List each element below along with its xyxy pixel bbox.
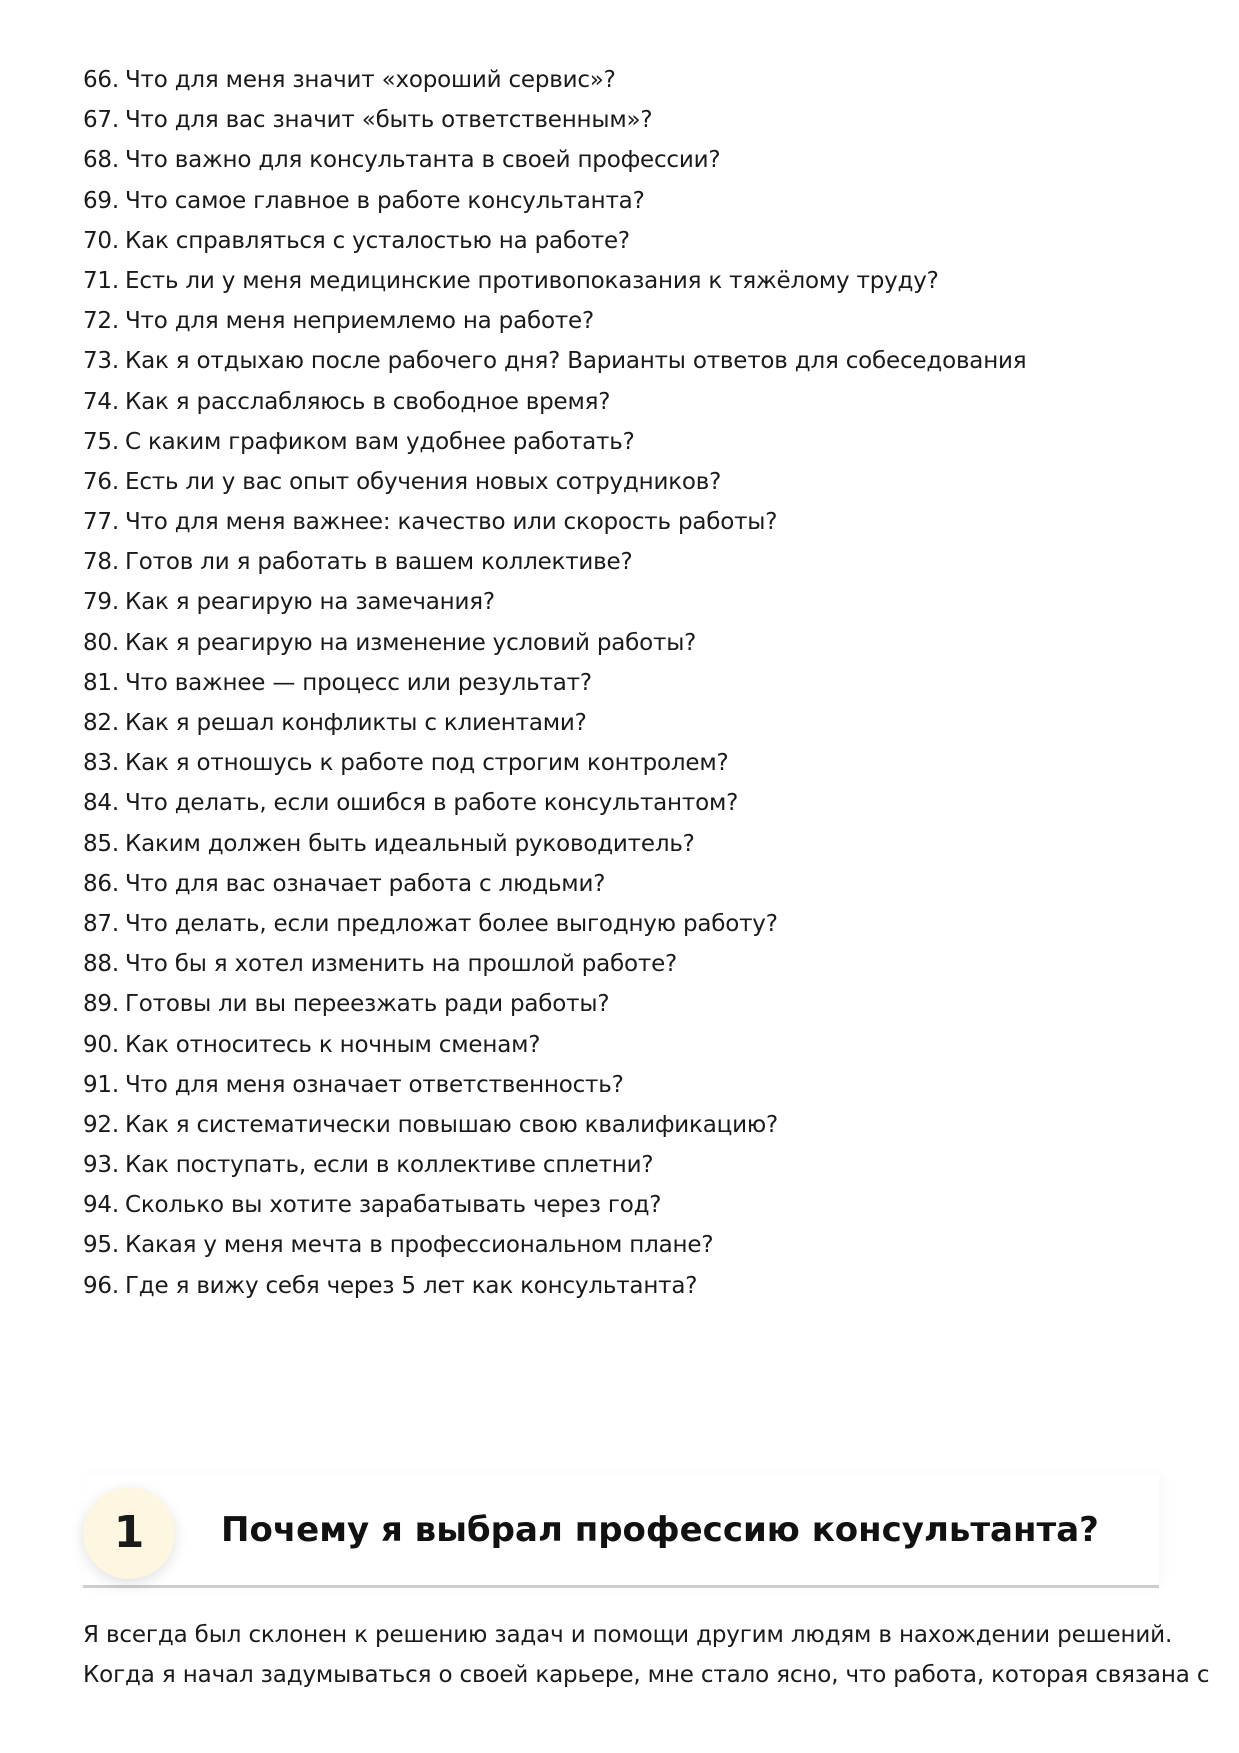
section-header [83,1475,1159,1588]
question-number: 90. [83,1031,119,1058]
question-number: 89. [83,991,119,1018]
question-number: 78. [83,549,119,576]
question-number: 95. [83,1232,119,1259]
question-text: Как я отношусь к работе под строгим контролем? [124,750,729,777]
question-item [83,181,1163,221]
question-item [83,542,1163,582]
question-number: 69. [83,187,119,214]
question-number: 92. [83,1111,119,1138]
question-text: Как я отдыхаю после рабочего дня? Варианты ответов для собеседования [124,348,1027,375]
question-item [83,703,1163,743]
question-text: Как поступать, если в коллективе сплетни? [124,1152,654,1179]
question-item [83,864,1163,904]
question-number: 76. [83,468,119,495]
question-text: Каким должен быть идеальный руководитель? [124,830,695,857]
question-text: Сколько вы хотите зарабатывать через год? [124,1192,662,1219]
question-item [83,422,1163,462]
question-number: 70. [83,227,119,254]
question-item [83,462,1163,502]
question-item [83,623,1163,663]
question-number: 68. [83,147,119,174]
question-number: 86. [83,870,119,897]
question-text: Есть ли у вас опыт обучения новых сотрудников? [124,468,722,495]
question-item [83,261,1163,301]
question-item [83,1185,1163,1225]
question-item [83,783,1163,823]
question-number: 83. [83,750,119,777]
question-item [83,1065,1163,1105]
question-item [83,1025,1163,1065]
question-number: 67. [83,107,119,134]
question-item [83,904,1163,944]
question-text: Что делать, если ошибся в работе консультантом? [124,790,739,817]
section-title: Почему я выбрал профессию консультанта? [221,1510,1099,1550]
question-item [83,140,1163,180]
question-item [83,301,1163,341]
question-number: 87. [83,910,119,937]
section-number-badge: 1 [83,1487,175,1579]
question-text: Готовы ли вы переезжать ради работы? [124,991,610,1018]
question-item [83,341,1163,381]
question-text: Как я решал конфликты с клиентами? [124,710,587,736]
body-line: Когда я начал задумываться о своей карьере, мне стало ясно, что работа, которая связана с [83,1662,1210,1688]
question-number: 66. [83,67,119,93]
question-item [83,221,1163,261]
question-number: 80. [83,629,119,656]
question-number: 94. [83,1192,119,1219]
question-number: 91. [83,1071,119,1098]
question-text: Как я реагирую на замечания? [124,589,495,616]
question-text: Как я систематически повышаю свою квалификацию? [124,1111,779,1138]
question-item [83,60,1163,100]
question-text: Как относитесь к ночным сменам? [124,1031,541,1058]
question-number: 84. [83,790,119,817]
question-text: Что делать, если предложат более выгодную работу? [124,910,778,937]
question-number: 71. [83,267,119,294]
question-text: Что для вас означает работа с людьми? [124,870,606,897]
question-number: 82. [83,710,119,736]
question-text: Что для вас значит «быть ответственным»? [124,107,653,134]
question-item [83,1225,1163,1265]
question-text: Что для меня означает ответственность? [124,1071,624,1098]
question-text: Что важнее — процесс или результат? [124,669,592,696]
question-list [83,60,1163,1306]
question-item [83,663,1163,703]
section-body [83,1615,1210,1695]
question-item [83,1105,1163,1145]
question-item [83,382,1163,422]
question-item [83,944,1163,984]
question-text: Что важно для консультанта в своей профессии? [124,147,721,174]
question-item [83,1266,1163,1306]
question-text: Как я расслабляюсь в свободное время? [124,388,611,415]
question-item [83,582,1163,622]
question-text: Готов ли я работать в вашем коллективе? [124,549,633,576]
question-number: 93. [83,1152,119,1179]
question-number: 96. [83,1272,119,1299]
question-number: 85. [83,830,119,857]
question-text: С каким графиком вам удобнее работать? [124,428,635,455]
question-item [83,502,1163,542]
question-text: Как справляться с усталостью на работе? [124,227,630,254]
question-item [83,743,1163,783]
body-line: Я всегда был склонен к решению задач и помощи другим людям в нахождении решений. [83,1622,1173,1648]
question-number: 75. [83,428,119,455]
question-text: Как я реагирую на изменение условий работы? [124,629,697,656]
question-number: 72. [83,308,119,335]
question-number: 77. [83,509,119,536]
question-text: Что бы я хотел изменить на прошлой работе? [124,951,678,978]
question-number: 73. [83,348,119,375]
question-text: Что самое главное в работе консультанта? [124,187,645,214]
question-item [83,1145,1163,1185]
question-number: 74. [83,388,119,415]
question-text: Где я вижу себя через 5 лет как консультанта? [124,1272,698,1299]
question-number: 79. [83,589,119,616]
question-item [83,984,1163,1024]
question-text: Что для меня значит «хороший сервис»? [124,67,616,93]
question-item [83,824,1163,864]
question-text: Что для меня неприемлемо на работе? [124,308,594,335]
question-text: Есть ли у меня медицинские противопоказания к тяжёлому труду? [124,267,939,294]
question-number: 88. [83,951,119,978]
question-text: Что для меня важнее: качество или скорость работы? [124,509,778,536]
question-item [83,100,1163,140]
question-number: 81. [83,669,119,696]
question-text: Какая у меня мечта в профессиональном плане? [124,1232,714,1259]
